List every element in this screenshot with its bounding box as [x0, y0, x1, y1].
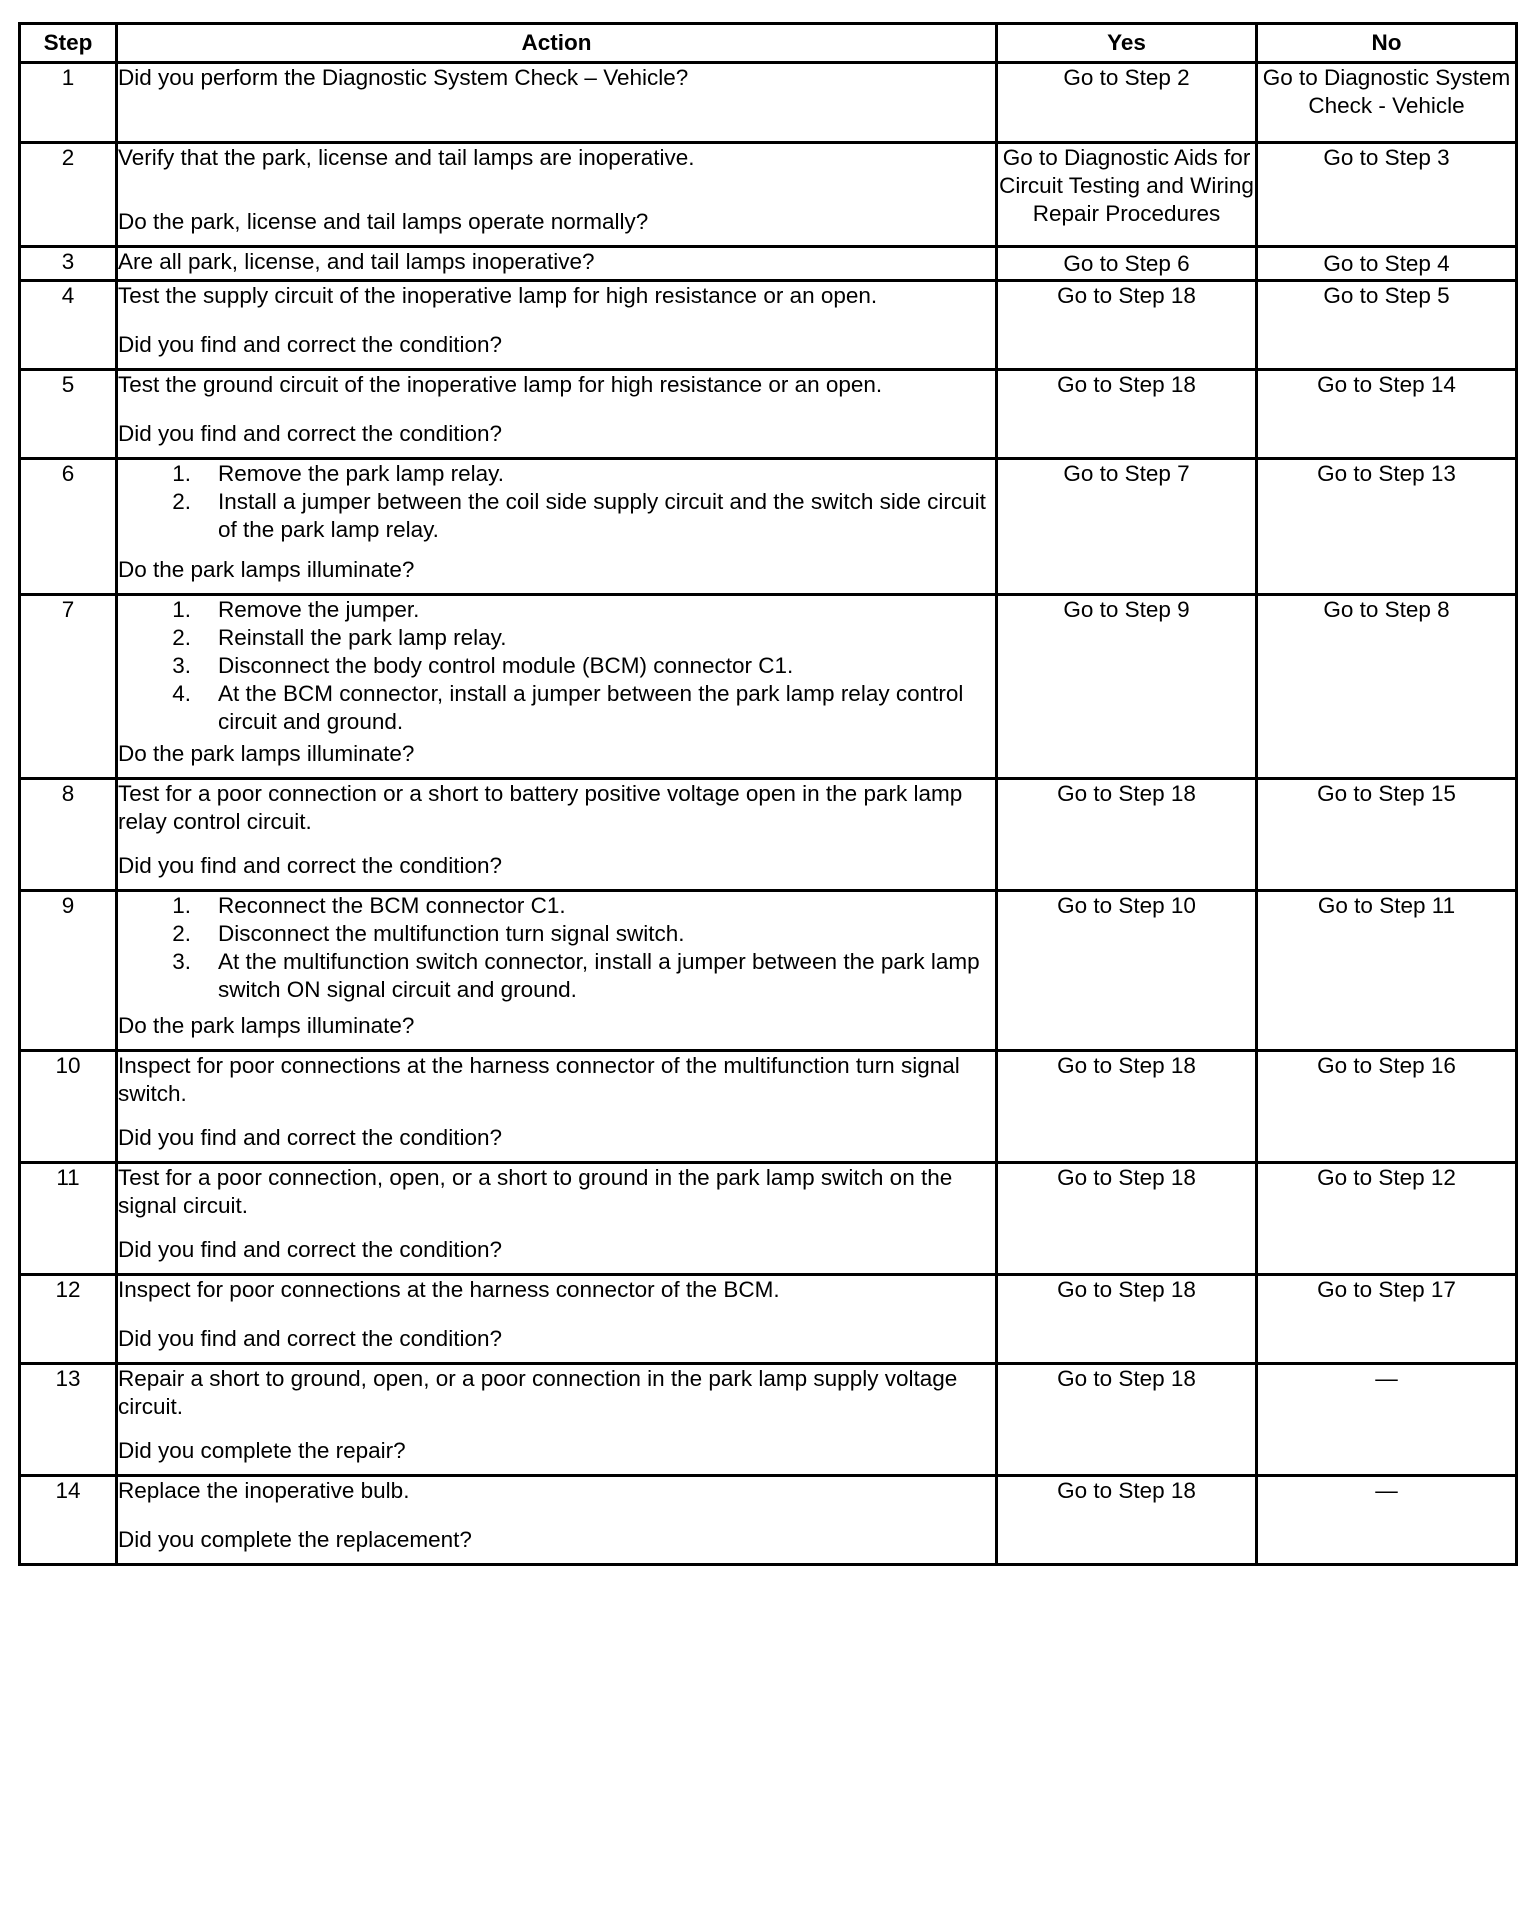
table-row [20, 459, 1517, 595]
table-body [20, 63, 1517, 1565]
no-result: Go to Step 5 [1257, 281, 1517, 370]
action-text: Test for a poor connection or a short to battery positive voltage open in the park lamp relay control circuit. [118, 781, 963, 834]
table-row [20, 595, 1517, 779]
no-result: — [1257, 1364, 1517, 1476]
yes-result: Go to Step 18 [997, 1275, 1257, 1364]
no-result: Go to Diagnostic System Check - Vehicle [1257, 63, 1517, 143]
action-cell [117, 1275, 997, 1364]
step-number: 10 [20, 1051, 117, 1163]
action-cell [117, 63, 997, 143]
action-cell [117, 143, 997, 247]
table-row [20, 63, 1517, 143]
procedure-item-text: Reinstall the park lamp relay. [218, 625, 507, 650]
procedure-item-text: Reconnect the BCM connector C1. [218, 893, 566, 918]
action-cell [117, 779, 997, 891]
action-cell [117, 1364, 997, 1476]
procedure-item [118, 652, 995, 680]
action-cell [117, 281, 997, 370]
step-number: 2 [20, 143, 117, 247]
procedure-item-text: Disconnect the multifunction turn signal switch. [218, 921, 685, 946]
action-cell [117, 595, 997, 779]
yes-result: Go to Step 2 [997, 63, 1257, 143]
yes-result: Go to Diagnostic Aids for Circuit Testing and Wiring Repair Procedures [997, 143, 1257, 247]
action-question: Do the park lamps illuminate? [118, 557, 415, 582]
action-cell [117, 1476, 997, 1565]
procedure-item-text: Disconnect the body control module (BCM) connector C1. [218, 653, 794, 678]
step-number: 6 [20, 459, 117, 595]
no-result: Go to Step 8 [1257, 595, 1517, 779]
action-question: Did you complete the replacement? [118, 1527, 472, 1552]
step-number: 3 [20, 247, 117, 281]
no-result: Go to Step 14 [1257, 370, 1517, 459]
no-result: Go to Step 12 [1257, 1163, 1517, 1275]
no-result: Go to Step 11 [1257, 891, 1517, 1051]
procedure-item [118, 488, 995, 544]
no-result: Go to Step 4 [1257, 247, 1517, 281]
action-text: Did you perform the Diagnostic System Check – Vehicle? [118, 65, 689, 90]
step-number: 11 [20, 1163, 117, 1275]
table-row [20, 779, 1517, 891]
action-question: Did you find and correct the condition? [118, 1326, 502, 1351]
step-number: 12 [20, 1275, 117, 1364]
header-action: Action [117, 24, 997, 63]
procedure-item [118, 920, 995, 948]
procedure-item-number: 1. [172, 597, 191, 622]
action-text: Replace the inoperative bulb. [118, 1478, 410, 1503]
action-question: Did you complete the repair? [118, 1438, 406, 1463]
action-question: Do the park lamps illuminate? [118, 741, 415, 766]
header-no: No [1257, 24, 1517, 63]
no-result: Go to Step 15 [1257, 779, 1517, 891]
step-number: 7 [20, 595, 117, 779]
table-row [20, 1364, 1517, 1476]
action-question: Did you find and correct the condition? [118, 853, 502, 878]
procedure-item [118, 948, 995, 1004]
procedure-item-text: At the multifunction switch connector, install a jumper between the park lamp switch ON signal circuit and ground. [218, 949, 980, 1002]
procedure-item [118, 596, 995, 624]
procedure-item-number: 4. [172, 681, 191, 706]
step-number: 14 [20, 1476, 117, 1565]
action-cell [117, 247, 997, 281]
action-cell [117, 1163, 997, 1275]
procedure-item-number: 3. [172, 653, 191, 678]
procedure-item-number: 1. [172, 461, 191, 486]
step-number: 5 [20, 370, 117, 459]
action-text: Verify that the park, license and tail lamps are inoperative. [118, 145, 695, 170]
procedure-list [118, 460, 995, 544]
table-row [20, 1051, 1517, 1163]
action-question: Do the park, license and tail lamps operate normally? [118, 209, 649, 234]
action-cell [117, 891, 997, 1051]
yes-result: Go to Step 6 [997, 247, 1257, 281]
action-text: Inspect for poor connections at the harness connector of the BCM. [118, 1277, 780, 1302]
step-number: 13 [20, 1364, 117, 1476]
action-text: Test the supply circuit of the inoperative lamp for high resistance or an open. [118, 283, 878, 308]
procedure-item-number: 3. [172, 949, 191, 974]
procedure-item-text: At the BCM connector, install a jumper between the park lamp relay control circuit and ground. [218, 681, 964, 734]
procedure-list [118, 596, 995, 736]
action-text: Test the ground circuit of the inoperative lamp for high resistance or an open. [118, 372, 883, 397]
table-row [20, 247, 1517, 281]
no-result: Go to Step 17 [1257, 1275, 1517, 1364]
yes-result: Go to Step 7 [997, 459, 1257, 595]
procedure-list [118, 892, 995, 1004]
action-question: Did you find and correct the condition? [118, 1237, 502, 1262]
yes-result: Go to Step 18 [997, 370, 1257, 459]
procedure-item-number: 2. [172, 625, 191, 650]
procedure-item-number: 2. [172, 921, 191, 946]
action-text: Inspect for poor connections at the harness connector of the multifunction turn signal switch. [118, 1053, 960, 1106]
yes-result: Go to Step 18 [997, 779, 1257, 891]
header-yes: Yes [997, 24, 1257, 63]
no-result: Go to Step 16 [1257, 1051, 1517, 1163]
step-number: 1 [20, 63, 117, 143]
action-cell [117, 370, 997, 459]
yes-result: Go to Step 18 [997, 1051, 1257, 1163]
procedure-item-number: 1. [172, 893, 191, 918]
procedure-item [118, 680, 995, 736]
table-row [20, 1476, 1517, 1565]
no-result: — [1257, 1476, 1517, 1565]
action-cell [117, 1051, 997, 1163]
action-cell [117, 459, 997, 595]
table-row [20, 1163, 1517, 1275]
diagnostic-table [18, 22, 1518, 1566]
table-row [20, 1275, 1517, 1364]
step-number: 9 [20, 891, 117, 1051]
procedure-item [118, 892, 995, 920]
yes-result: Go to Step 18 [997, 1163, 1257, 1275]
yes-result: Go to Step 18 [997, 1364, 1257, 1476]
table-row [20, 143, 1517, 247]
yes-result: Go to Step 18 [997, 281, 1257, 370]
procedure-item [118, 460, 995, 488]
no-result: Go to Step 3 [1257, 143, 1517, 247]
action-text: Are all park, license, and tail lamps inoperative? [118, 249, 595, 274]
yes-result: Go to Step 10 [997, 891, 1257, 1051]
yes-result: Go to Step 18 [997, 1476, 1257, 1565]
header-row [20, 24, 1517, 63]
action-text: Repair a short to ground, open, or a poor connection in the park lamp supply voltage circuit. [118, 1366, 958, 1419]
action-question: Did you find and correct the condition? [118, 1125, 502, 1150]
action-question: Do the park lamps illuminate? [118, 1013, 415, 1038]
action-text: Test for a poor connection, open, or a short to ground in the park lamp switch on the signal circuit. [118, 1165, 953, 1218]
action-question: Did you find and correct the condition? [118, 332, 502, 357]
procedure-item-number: 2. [172, 489, 191, 514]
procedure-item-text: Remove the park lamp relay. [218, 461, 504, 486]
action-question: Did you find and correct the condition? [118, 421, 502, 446]
procedure-item [118, 624, 995, 652]
table-row [20, 281, 1517, 370]
diagnostic-table-sheet [18, 22, 1518, 1566]
table-row [20, 891, 1517, 1051]
table-row [20, 370, 1517, 459]
header-step: Step [20, 24, 117, 63]
procedure-item-text: Install a jumper between the coil side supply circuit and the switch side circuit of the park lamp relay. [218, 489, 986, 542]
no-result: Go to Step 13 [1257, 459, 1517, 595]
step-number: 4 [20, 281, 117, 370]
step-number: 8 [20, 779, 117, 891]
procedure-item-text: Remove the jumper. [218, 597, 420, 622]
yes-result: Go to Step 9 [997, 595, 1257, 779]
